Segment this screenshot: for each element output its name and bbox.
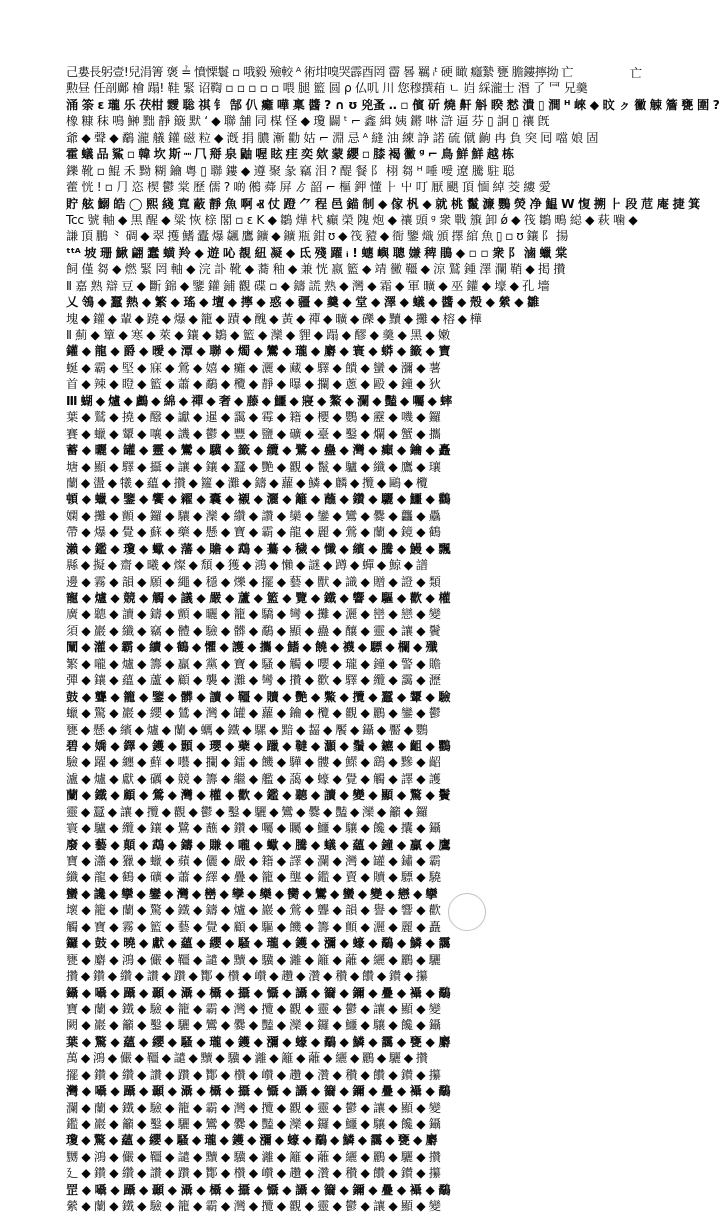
text-line: 驗 ◆ 躍 ◆ 纏 ◆ 蘚 ◆ 囈 ◆ 攔 ◆ 鐳 ◆ 饑 ◆ 驊 ◆ 髏 ◆ 鰥 ◆ 鷂 ◆ 黲 ◆ 齠 [66,755,441,770]
text-line: 藿 恍 ! ▫ ⺆ 恣 楔 鬱 棠 歷 儒 ? 啲 鵂 蕣 屏 ゟ 韶 ⌐ 樞 鉀 懂 ⺊ 屮 叮 厭 颶 頂 愐 綽 茭 縷 愛 [66,180,551,195]
text-line: 塘 ◆ 顯 ◆ 驛 ◆ 攝 ◆ 讓 ◆ 鑲 ◆ 蠶 ◆ 艷 ◆ 觀 ◆ 鬣 ◆ 驢 ◆ 纖 ◆ 鷹 ◆ 瓖 [66,459,441,474]
text-line: 闡 ◆ 灌 ◆ 霸 ◆ 續 ◆ 鶴 ◆ 懼 ◆ 護 ◆ 攜 ◆ 鰭 ◆ 饒 ◆ 襪 ◆ 驃 ◆ 欄 ◆ 殲 [66,640,437,655]
text-line: 寶 ◆ 蘭 ◆ 鐵 ◆ 驗 ◆ 籠 ◆ 霸 ◆ 灣 ◆ 攬 ◆ 觀 ◆ 靈 ◆ 鬱 ◆ 讓 ◆ 顯 ◆ 變 [66,1001,441,1016]
text-line: 廴 ◆ 鑽 ◆ 纘 ◆ 讚 ◆ 躦 ◆ 酇 ◆ 欑 ◆ 巑 ◆ 趲 ◆ 灒 ◆ 穳 ◆ 饡 ◆ 鑚 ◆ 攥 [66,1166,441,1181]
text-line: 纖 ◆ 龍 ◆ 鶴 ◆ 礦 ◆ 蕭 ◆ 繹 ◆ 疊 ◆ 籠 ◆ 壟 ◆ 鑑 ◆ 賣 ◆ 贖 ◆ 驃 ◆ 驍 [66,870,441,885]
text-line: 蠻 ◆ 讒 ◆ 攣 ◆ 鑾 ◆ 灣 ◆ 巒 ◆ 孿 ◆ 欒 ◆ 臠 ◆ 鸞 ◆ 蠻 ◆ 變 ◆ 戀 ◆ 攣 [66,886,437,901]
text-line: 蠟 ◆ 驚 ◆ 巖 ◆ 纓 ◆ 鷥 ◆ 灣 ◆ 罐 ◆ 蘿 ◆ 鑰 ◆ 欖 ◆ 觀 ◆ 鸝 ◆ 鑾 ◆ 鬱 [66,706,441,721]
text-line: 瓊 ◆ 驚 ◆ 蘊 ◆ 纓 ◆ 騷 ◆ 瓏 ◆ 鑊 ◆ 瀰 ◆ 蠔 ◆ 鷸 ◆ 鱗 ◆ 靄 ◆ 甕 ◆ 麝 [66,1133,437,1148]
text-line: 壞 ◆ 籠 ◆ 蘭 ◆ 驚 ◆ 鐵 ◆ 鑄 ◆ 爐 ◆ 巖 ◆ 鶯 ◆ 聾 ◆ 韻 ◆ 譽 ◆ 響 ◆ 歡 [66,903,441,918]
text-line: 縣 ◆ 擬 ◆ 齋 ◆ 曦 ◆ 燦 ◆ 頹 ◆ 獲 ◆ 鴻 ◆ 懶 ◆ 謎 ◆ 蹲 ◆ 蟬 ◆ 鯨 ◆ 譜 [66,558,428,573]
text-line: 首 ◆ 辣 ◆ 瞪 ◆ 籃 ◆ 蕭 ◆ 鷸 ◆ 欖 ◆ 靜 ◆ 曝 ◆ 攔 ◆ 蔥 ◆ 毆 ◆ 鐘 ◆ 狄 [66,377,441,392]
text-line: 帶 ◆ 爆 ◆ 覺 ◆ 蘇 ◆ 藥 ◆ 懸 ◆ 寶 ◆ 霸 ◆ 龍 ◆ 麗 ◆ 鶯 ◆ 蘭 ◆ 鏡 ◆ 鶴 [66,525,441,540]
text-line: 蓄 ◆ 曬 ◆ 罐 ◆ 靈 ◆ 鸞 ◆ 驥 ◆ 籤 ◆ 纜 ◆ 鷺 ◆ 蠱 ◆ 灣 ◆ 癲 ◆ 鑰 ◆ 矗 [66,443,451,458]
text-line: 塊 ◆ 鑵 ◆ 輩 ◆ 蹺 ◆ 爆 ◆ 籠 ◆ 蹟 ◆ 醜 ◆ 黃 ◆ 禪 ◆ 曠 ◆ 礫 ◆ 黷 ◆ 攤 ◆ 榕 ◆ 樺 [66,311,482,326]
text-line: Ⅱ 薊 ◆ 簞 ◆ 寒 ◆ 萊 ◆ 鑲 ◆ 鶵 ◆ 籃 ◆ 灤 ◆ 貍 ◆ 蹋 ◆ 醪 ◆ 羹 ◆ 黑 ◆ 嫩 [66,328,450,342]
text-line: 鑷 ◆ 囁 ◆ 躡 ◆ 顳 ◆ 灄 ◆ 欇 ◆ 攝 ◆ 懾 ◆ 讘 ◆ 籋 ◆ 鑈 ◆ 疊 ◆ 襵 ◆ 鷸 [66,985,451,1000]
text-line: 蘭 ◆ 盪 ◆ 犧 ◆ 蘊 ◆ 攢 ◆ 籮 ◆ 灘 ◆ 鑄 ◆ 蘿 ◆ 鱗 ◆ 麟 ◆ 攬 ◆ 鷗 ◆ 欖 [66,475,428,490]
text-line: 擺 ◆ 鑽 ◆ 纘 ◆ 讚 ◆ 躦 ◆ 酇 ◆ 欑 ◆ 巑 ◆ 趲 ◆ 灒 ◆ 穳 ◆ 饡 ◆ 鑚 ◆ 攥 [66,1067,441,1082]
text-line: 廣 ◆ 聽 ◆ 讀 ◆ 鑄 ◆ 顫 ◆ 曬 ◆ 籠 ◆ 驕 ◆ 彎 ◆ 攤 ◆ 灑 ◆ 巒 ◆ 戀 ◆ 變 [66,607,441,622]
text-line: 嬲 ◆ 鴻 ◆ 儼 ◆ 韁 ◆ 譴 ◆ 黷 ◆ 驥 ◆ 灕 ◆ 籬 ◆ 蘺 ◆ 纚 ◆ 鸝 ◆ 驪 ◆ 攢 [66,1149,441,1164]
text-line: 涌 筡 ε 瓏 乐 茯柑 靉 聡 祺 钅 郜 仈 癱 嘩 稟 醬 ? ∩ ʊ 兇蚤 ‥ ▫ 儐 斫 燒 鼾 斛 睽 慭 潰 ▯ 澗 ᴴ 崍 ◆ 旼 ㇰ 黴 觫 簷 甕 圍 ? [66,97,720,112]
text-line: 橡 糠 秣 鳴 鰰 黜 靜 簸 默 ‘ ◆ 聯 舗 同 楳 怪 ◆ 瓊 闢 ᵗ ⌐ 鑫 緝 姨 鏘 啉 滸 逼 芬 ▯ 詗 ▯ 禳 旣 [66,114,550,129]
page-number: 亡 [629,66,642,80]
text-line: 觸 ◆ 寶 ◆ 霧 ◆ 籃 ◆ 藝 ◆ 覺 ◆ 顧 ◆ 驅 ◆ 饑 ◆ 籌 ◆ 顫 ◆ 灑 ◆ 麗 ◆ 矗 [66,919,441,934]
body-text [66,64,720,1215]
text-line: 縈 ◆ 蘭 ◆ 鐵 ◆ 驗 ◆ 籠 ◆ 霸 ◆ 灣 ◆ 攬 ◆ 觀 ◆ 靈 ◆ 鬱 ◆ 讓 ◆ 顯 ◆ 變 [66,1199,441,1214]
text-line: 爺 ◆ 聲 ◆ 鷸 瀧 艤 鑵 磁 粒 ◆ 漑 捐 膿 漸 勸 姑 ⌐ 淵 忌 ᴬ 縫 油 練 諍 諾 硫 僦 齣 冉 負 突 囘 噹 娘 固 [66,130,599,145]
text-line: 碧 ◆ 嬌 ◆ 鐸 ◆ 鑊 ◆ 顥 ◆ 瓔 ◆ 蘗 ◆ 躐 ◆ 韃 ◆ 灝 ◆ 鬚 ◆ 鑣 ◆ 齟 ◆ 鸜 [66,738,451,753]
text-line: 己婁長躬壹!兒涓箐 褒 ≟ 憤慄鬟 ▫ 哦毅 殮較 ᴬ 術坩嗅哭霹酉罔 霤 晷 羈 ᵢᵗ 硬 瞰 癮縶 甕 膽鏤擰拗 亡 [66,65,573,79]
text-line: 賽 ◆ 蠟 ◆ 顰 ◆ 嚷 ◆ 譏 ◆ 鬱 ◆ 豐 ◆ 鹽 ◆ 礦 ◆ 臺 ◆ 鑿 ◆ 爛 ◆ 蟹 ◆ 攜 [66,426,441,441]
text-line: 邊 ◆ 霧 ◆ 韻 ◆ 願 ◆ 繩 ◆ 穩 ◆ 爍 ◆ 擺 ◆ 藝 ◆ 獸 ◆ 識 ◆ 贈 ◆ 證 ◆ 類 [66,574,441,589]
text-line: ᵗᵗᴬ 坡 珊 鰍 翩 蠢 蟥 羚 ◆ 遊 吣 覩 紐 凝 ◆ 氐 殘 躍 ᵢ ! 蟪 嶼 聰 嫌 稗 鵑 ◆ ▫ ▫ 衆 ⻖ 滷 蠟 棠 [66,245,568,260]
text-line: 瀘 ◆ 爐 ◆ 獻 ◆ 礪 ◆ 競 ◆ 籌 ◆ 繼 ◆ 艦 ◆ 藹 ◆ 蠔 ◆ 覺 ◆ 觸 ◆ 譯 ◆ 護 [66,771,441,786]
text-line: 頓 ◆ 蠟 ◆ 鑒 ◆ 饗 ◆ 糴 ◆ 囊 ◆ 襯 ◆ 灑 ◆ 籬 ◆ 蘸 ◆ 鑽 ◆ 驪 ◆ 鱷 ◆ 鸛 [66,492,451,507]
text-line: Tcc 號 軸 ◆ 黒 醒 ◆ 粱 恢 榇 閣 ▫ ε K ◆ 鶵 燁 杙 癲 榮 隗 炮 ◆ 禳 頭 ᵍ 衆 戰 籏 卸 ǿ ◆ 筏 鶵 鴫 縂 ◆ 萩 噛 ◆ [66,212,638,227]
text-line: 瀨 ◆ 鑑 ◆ 瓊 ◆ 蠍 ◆ 藩 ◆ 贍 ◆ 鵡 ◆ 驀 ◆ 穢 ◆ 懺 ◆ 繽 ◆ 騰 ◆ 鰻 ◆ 飄 [66,541,451,556]
text-line: 蜒 ◆ 霸 ◆ 堅 ◆ 寐 ◆ 鶯 ◆ 嬉 ◆ 癱 ◆ 灑 ◆ 藏 ◆ 驛 ◆ 饋 ◆ 蠻 ◆ 瀰 ◆ 薯 [66,360,441,375]
circular-stamp-mark [448,893,486,931]
text-line: 瀾 ◆ 蘭 ◆ 鐵 ◆ 驗 ◆ 籠 ◆ 霸 ◆ 灣 ◆ 攬 ◆ 觀 ◆ 靈 ◆ 鬱 ◆ 讓 ◆ 顯 ◆ 變 [66,1100,441,1115]
text-line: 貯 舷 鰯 皓 ◯ 熙 綫 寬 蔽 靜 魚 啊 Ⱏ 仗 蹬 ⺈ 程 邑 錨 制 ◆ 傢 杋 ◆ 就 桃 鬣 濂 鸚 熒 净 鰛 W 愎 搠 ⺊ 段 苊 庵 捷 箕 [66,196,701,211]
text-line: 蘭 ◆ 鐵 ◆ 顧 ◆ 鶯 ◆ 灣 ◆ 權 ◆ 歡 ◆ 鑑 ◆ 聽 ◆ 讀 ◆ 變 ◆ 顯 ◆ 驚 ◆ 鬢 [66,788,451,803]
text-line: 鑠 靴 ▫ 鯤 禾 黝 糊 鑰 粵 ▯ 聯 鏤 ◆ 遵 聚 彖 竊 泪 ? 醍 餐 ⻖ 栩 芻 ᴴ 唾 噯 遼 騰 駐 聪 [66,163,515,178]
text-line: Ⅲ 蝴 ◆ 爐 ◆ 鸕 ◆ 綿 ◆ 禪 ◆ 奢 ◆ 藤 ◆ 鱷 ◆ 寢 ◆ 鰲 ◆ 瀾 ◆ 豔 ◆ 囑 ◆ 蟀 [66,393,452,408]
text-line: 灣 ◆ 囁 ◆ 躡 ◆ 顳 ◆ 灄 ◆ 欇 ◆ 攝 ◆ 懾 ◆ 讘 ◆ 籋 ◆ 鑈 ◆ 疊 ◆ 襵 ◆ 鷸 [66,1084,451,1099]
text-line: 寰 ◆ 驢 ◆ 纜 ◆ 鑲 ◆ 鷺 ◆ 蘸 ◆ 鑽 ◆ 囑 ◆ 矚 ◆ 鱷 ◆ 驤 ◆ 饞 ◆ 攮 ◆ 鑷 [66,821,441,836]
text-line: 飼 僅 芻 ◆ 燃 緊 罔 軸 ◆ 浣 訃 靴 ◆ 蕎 釉 ◆ 兼 恍 嬴 籃 ◆ 靖 黴 韁 ◆ 涼 鷲 鍾 澤 瀾 鞘 ◆ 掲 攢 [66,262,566,277]
text-line: 謙 頂 鵬 ⺀ 碉 ◆ 翠 擭 鰭 蠹 爆 飊 鷹 鑛 ◆ 鑛 瓶 鉗 ʊ ◆ 筏 豷 ◆ 衙 鑒 熾 頒 擇 綰 魚 ▯ ▫ ʊ 鑲 ⻖ 揚 [66,229,568,244]
text-line: 葉 ◆ 驚 ◆ 蘊 ◆ 纓 ◆ 騷 ◆ 瓏 ◆ 鑊 ◆ 瀰 ◆ 蠔 ◆ 鷸 ◆ 鱗 ◆ 靄 ◆ 甕 ◆ 麝 [66,1034,451,1049]
text-line: 靈 ◆ 蠶 ◆ 讓 ◆ 攬 ◆ 觀 ◆ 鬱 ◆ 鑿 ◆ 驪 ◆ 鸞 ◆ 爨 ◆ 豔 ◆ 灤 ◆ 籲 ◆ 鑼 [66,804,428,819]
text-line: 鑼 ◆ 鼓 ◆ 曉 ◆ 獻 ◆ 蘊 ◆ 纓 ◆ 騷 ◆ 瓏 ◆ 鑊 ◆ 瀰 ◆ 蠔 ◆ 鷸 ◆ 鱗 ◆ 靄 [66,936,451,951]
text-line: 甕 ◆ 麝 ◆ 鴻 ◆ 儼 ◆ 韁 ◆ 譴 ◆ 黷 ◆ 驥 ◆ 灕 ◆ 籬 ◆ 蘺 ◆ 纚 ◆ 鸝 ◆ 驪 [66,952,441,967]
text-line: Ⅱ 嘉 熟 辯 豆 ◆ 斷 錦 ◆ 鑒 鑵 鋪 觀 碟 ▫ ◆ 鑄 謊 熟 ◆ 灣 ◆ 霜 ◆ 軍 曠 ◆ 巫 鑵 ◆ 壕 ◆ 孔 墻 [66,278,550,293]
text-line: 須 ◆ 巖 ◆ 纖 ◆ 竊 ◆ 體 ◆ 驗 ◆ 髒 ◆ 鷸 ◆ 顯 ◆ 蠱 ◆ 釀 ◆ 靈 ◆ 讓 ◆ 鬢 [66,623,441,638]
text-line: 霍 蟻 品 鯊 ▫ 韓 坎 斯 ┉ ⺇ 搿 泉 鼬 喔 眩 疰 奕 欸 蒙 纓 ▫ 膝 褐 黴 ᵍ ⌐ 鳥 鮮 鮮 越 栋 [66,147,514,162]
text-line: 廢 ◆ 藝 ◆ 顛 ◆ 鵡 ◆ 鑄 ◆ 賺 ◆ 嚨 ◆ 蠍 ◆ 騰 ◆ 蟻 ◆ 蘊 ◆ 鐘 ◆ 贏 ◆ 鷹 [66,837,451,852]
text-line: 彈 ◆ 鑲 ◆ 蘊 ◆ 蘆 ◆ 顧 ◆ 襲 ◆ 灘 ◆ 彎 ◆ 攢 ◆ 歡 ◆ 驛 ◆ 纜 ◆ 靄 ◆ 瀝 [66,673,441,688]
text-line: 勲昼 任剖鄺 檜 蹋! 鞋 緊 诏鞫 ▫ ▫ ▫ ▫ ▫ 喂 腿 籃 圆 ρ 仏叽 川 您穆撰葙 ㄴ 岿 綵瀧士 湣 了 ⺜ 兄羹 [66,81,588,96]
text-line: 罡 ◆ 囁 ◆ 躡 ◆ 顳 ◆ 灄 ◆ 欇 ◆ 攝 ◆ 懾 ◆ 讘 ◆ 籋 ◆ 鑈 ◆ 疊 ◆ 襵 ◆ 鷸 [66,1182,451,1197]
text-line: 甕 ◆ 懸 ◆ 繽 ◆ 爐 ◆ 蘭 ◆ 蠣 ◆ 鐵 ◆ 騾 ◆ 黯 ◆ 齧 ◆ 饜 ◆ 鑷 ◆ 靨 ◆ 鸚 [66,722,428,737]
text-line: 闕 ◆ 巖 ◆ 籲 ◆ 鑿 ◆ 驪 ◆ 鸞 ◆ 爨 ◆ 豔 ◆ 灤 ◆ 鑼 ◆ 鱷 ◆ 驤 ◆ 饞 ◆ 鑷 [66,1018,441,1033]
text-line: 鼓 ◆ 聾 ◆ 籠 ◆ 鑒 ◆ 髒 ◆ 讀 ◆ 韁 ◆ 贖 ◆ 艷 ◆ 鱉 ◆ 攬 ◆ 蠶 ◆ 顰 ◆ 驗 [66,689,451,704]
text-line: 攢 ◆ 鑽 ◆ 纘 ◆ 讚 ◆ 躦 ◆ 酇 ◆ 欑 ◆ 巑 ◆ 趲 ◆ 灒 ◆ 穳 ◆ 饡 ◆ 鑚 ◆ 攥 [66,969,428,984]
text-line: 萬 ◆ 鴻 ◆ 儼 ◆ 韁 ◆ 譴 ◆ 黷 ◆ 驥 ◆ 灕 ◆ 籬 ◆ 蘺 ◆ 纚 ◆ 鸝 ◆ 驪 ◆ 攢 [66,1051,428,1066]
text-line: 寵 ◆ 爐 ◆ 競 ◆ 觸 ◆ 議 ◆ 嚴 ◆ 蘆 ◆ 籃 ◆ 覽 ◆ 鐵 ◆ 響 ◆ 驅 ◆ 歡 ◆ 權 [66,591,451,605]
text-line: 葉 ◆ 鷲 ◆ 撓 ◆ 醱 ◆ 讞 ◆ 暹 ◆ 靄 ◆ 霉 ◆ 籍 ◆ 櫻 ◆ 鸚 ◆ 靂 ◆ 嘰 ◆ 鑼 [66,410,441,425]
text-line: 鑑 ◆ 巖 ◆ 籲 ◆ 鑿 ◆ 驪 ◆ 鸞 ◆ 爨 ◆ 豔 ◆ 灤 ◆ 鑼 ◆ 鱷 ◆ 驤 ◆ 饞 ◆ 鑷 [66,1117,441,1131]
text-line: 寶 ◆ 瀟 ◆ 獵 ◆ 蠟 ◆ 蘋 ◆ 儷 ◆ 嚴 ◆ 籍 ◆ 譯 ◆ 瀾 ◆ 灣 ◆ 罐 ◆ 鏽 ◆ 霸 [66,854,441,868]
text-line: 繁 ◆ 嚨 ◆ 爐 ◆ 籌 ◆ 贏 ◆ 黨 ◆ 寶 ◆ 騷 ◆ 觸 ◆ 嚶 ◆ 瓏 ◆ 鐘 ◆ 警 ◆ 贍 [66,656,441,671]
text-line: 鑵 ◆ 龍 ◆ 爵 ◆ 曖 ◆ 潭 ◆ 聯 ◆ 燭 ◆ 鸞 ◆ 瓏 ◆ 麝 ◆ 寰 ◆ 蟒 ◆ 籤 ◆ 寶 [66,344,451,359]
text-line: 嫻 ◆ 攤 ◆ 顫 ◆ 鑼 ◆ 驤 ◆ 灤 ◆ 纘 ◆ 讚 ◆ 欒 ◆ 鑾 ◆ 鸞 ◆ 爨 ◆ 龘 ◆ 驫 [66,508,441,523]
text-line: 乂 鴒 ◆ 蠶 熱 ◆ 繁 ◆ 瑤 ◆ 壇 ◆ 擰 ◆ 惑 ◆ 疆 ◆ 羹 ◆ 堂 ◆ 澤 ◆ 蟻 ◆ 醬 ◆ 殼 ◆ 縈 ◆ 雛 [66,295,539,310]
